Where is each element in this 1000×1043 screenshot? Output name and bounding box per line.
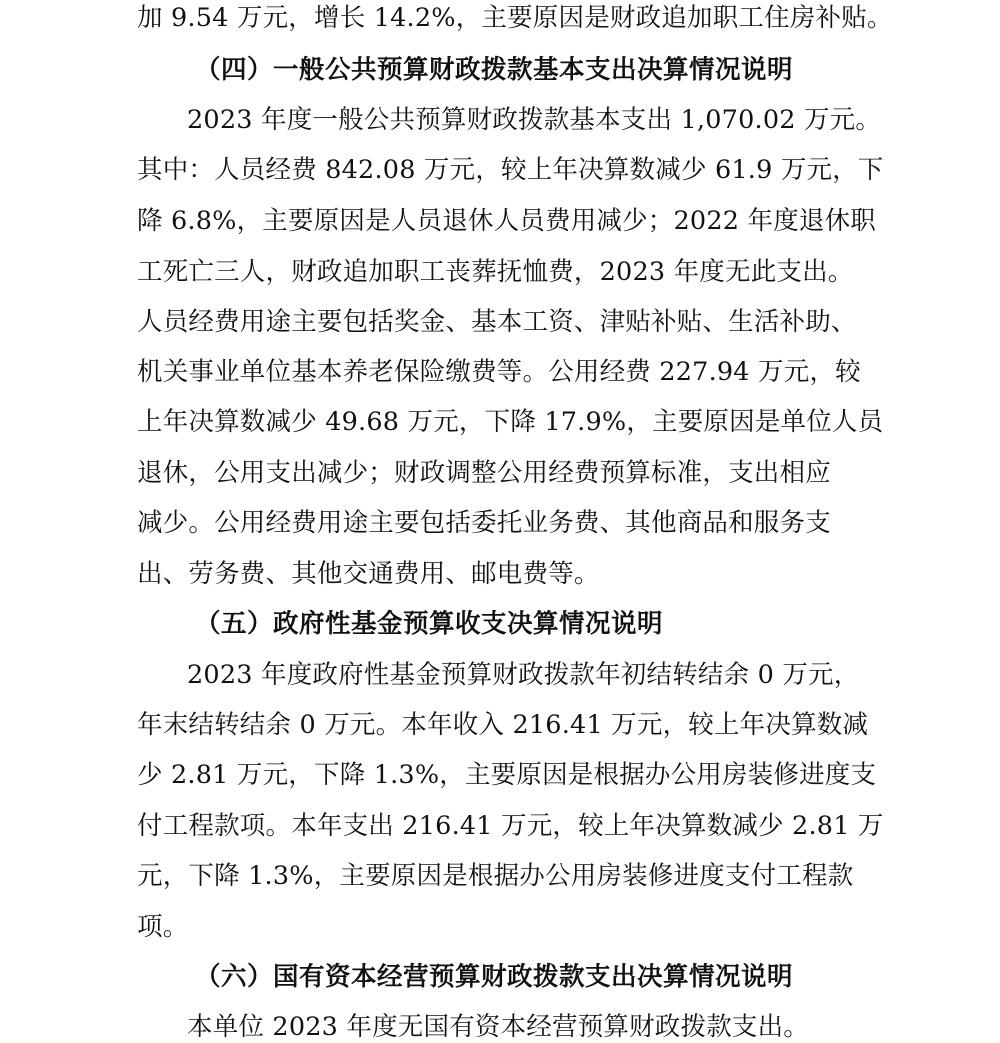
paragraph-line: 工死亡三人，财政追加职工丧葬抚恤费，2023 年度无此支出。 [137, 257, 854, 287]
paragraph-line: 付工程款项。本年支出 216.41 万元，较上年决算数减少 2.81 万 [137, 811, 884, 841]
paragraph-line: 其中：人员经费 842.08 万元，较上年决算数减少 61.9 万元，下 [137, 155, 884, 185]
paragraph-line: 加 9.54 万元，增长 14.2%，主要原因是财政追加职工住房补贴。 [137, 3, 893, 33]
paragraph-line: 元，下降 1.3%，主要原因是根据办公用房装修进度支付工程款 [137, 861, 854, 891]
paragraph-line: 项。 [137, 912, 189, 942]
paragraph-line: 2023 年度政府性基金预算财政拨款年初结转结余 0 万元， [187, 660, 860, 690]
paragraph-line: 降 6.8%，主要原因是人员退休人员费用减少；2022 年度退休职 [137, 206, 876, 236]
section-heading-6: （六）国有资本经营预算财政拨款支出决算情况说明 [195, 962, 794, 992]
section-heading-4: （四）一般公共预算财政拨款基本支出决算情况说明 [195, 55, 794, 85]
paragraph-line: 人员经费用途主要包括奖金、基本工资、津贴补贴、生活补助、 [137, 307, 857, 337]
paragraph-line: 少 2.81 万元，下降 1.3%，主要原因是根据办公用房装修进度支 [137, 760, 877, 790]
paragraph-line: 年末结转结余 0 万元。本年收入 216.41 万元，较上年决算数减 [137, 710, 869, 740]
paragraph-line: 机关事业单位基本养老保险缴费等。公用经费 227.94 万元，较 [137, 357, 861, 387]
paragraph-line: 减少。公用经费用途主要包括委托业务费、其他商品和服务支 [137, 508, 831, 538]
section-heading-5: （五）政府性基金预算收支决算情况说明 [195, 609, 664, 639]
paragraph-line: 2023 年度一般公共预算财政拨款基本支出 1,070.02 万元。 [187, 105, 882, 135]
paragraph-line: 上年决算数减少 49.68 万元，下降 17.9%，主要原因是单位人员 [137, 407, 884, 437]
paragraph-line: 退休，公用支出减少；财政调整公用经费预算标准，支出相应 [137, 458, 831, 488]
paragraph-line: 本单位 2023 年度无国有资本经营预算财政拨款支出。 [187, 1012, 810, 1042]
paragraph-line: 出、劳务费、其他交通费用、邮电费等。 [137, 559, 600, 589]
